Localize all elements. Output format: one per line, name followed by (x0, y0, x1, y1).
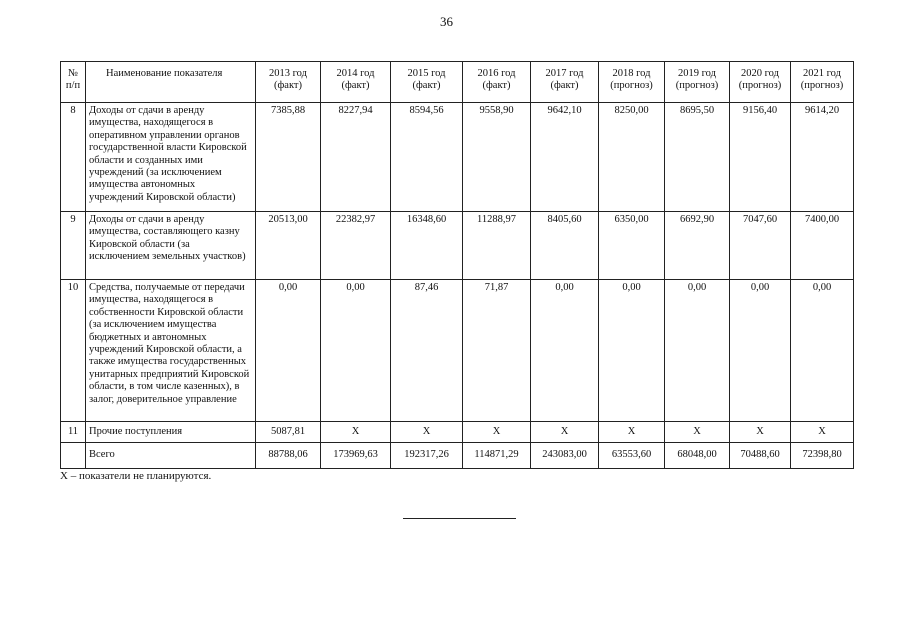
table-row (61, 280, 854, 422)
value-2015: 8594,56 (391, 103, 463, 212)
value-2020: 9156,40 (730, 103, 791, 212)
value-2017: 9642,10 (531, 103, 599, 212)
total-row (61, 443, 854, 469)
value-2020: 70488,60 (730, 443, 791, 469)
value-2016: 71,87 (463, 280, 531, 422)
value-2021: 0,00 (791, 280, 854, 422)
value-2020: X (730, 422, 791, 443)
value-2013: 5087,81 (256, 422, 321, 443)
row-number (61, 443, 86, 469)
value-2020: 7047,60 (730, 212, 791, 280)
value-2017: 243083,00 (531, 443, 599, 469)
revenue-table (60, 61, 854, 469)
value-2021: 7400,00 (791, 212, 854, 280)
value-2018: 63553,60 (599, 443, 665, 469)
value-2017: X (531, 422, 599, 443)
row-number: 10 (61, 280, 86, 422)
value-2019: 8695,50 (665, 103, 730, 212)
col-header-2017: 2017 год (факт) (531, 62, 599, 103)
table-row (61, 212, 854, 280)
value-2015: X (391, 422, 463, 443)
value-2019: 0,00 (665, 280, 730, 422)
col-header-2019: 2019 год (прогноз) (665, 62, 730, 103)
value-2020: 0,00 (730, 280, 791, 422)
value-2013: 88788,06 (256, 443, 321, 469)
value-2014: 8227,94 (321, 103, 391, 212)
value-2019: 68048,00 (665, 443, 730, 469)
value-2016: 114871,29 (463, 443, 531, 469)
value-2021: 9614,20 (791, 103, 854, 212)
value-2013: 0,00 (256, 280, 321, 422)
value-2018: 8250,00 (599, 103, 665, 212)
indicator-name: Всего (86, 443, 256, 469)
table-row (61, 422, 854, 443)
value-2013: 7385,88 (256, 103, 321, 212)
value-2014: 173969,63 (321, 443, 391, 469)
col-header-2018: 2018 год (прогноз) (599, 62, 665, 103)
col-header-2020: 2020 год (прогноз) (730, 62, 791, 103)
closing-rule (403, 518, 516, 519)
col-header-2014: 2014 год (факт) (321, 62, 391, 103)
indicator-name: Доходы от сдачи в аренду имущества, составляющего казну Кировской области (за исключением земельных участков) (86, 212, 256, 280)
col-header-2016: 2016 год (факт) (463, 62, 531, 103)
value-2017: 8405,60 (531, 212, 599, 280)
indicator-name: Средства, получаемые от передачи имущества, находящегося в собственности Кировской области (за исключением имущества бюджетных и автономных учреждений Кировской области, а также имущества государственных унитарных предприятий Кировской области, в том числе казенных), в залог, доверительное управление (86, 280, 256, 422)
table-row (61, 103, 854, 212)
value-2013: 20513,00 (256, 212, 321, 280)
value-2017: 0,00 (531, 280, 599, 422)
value-2018: 0,00 (599, 280, 665, 422)
col-header-2021: 2021 год (прогноз) (791, 62, 854, 103)
row-number: 11 (61, 422, 86, 443)
value-2015: 87,46 (391, 280, 463, 422)
page-number: 36 (440, 14, 453, 29)
value-2018: 6350,00 (599, 212, 665, 280)
value-2021: X (791, 422, 854, 443)
col-header-2013: 2013 год (факт) (256, 62, 321, 103)
col-header-num: № п/п (61, 62, 86, 103)
value-2014: X (321, 422, 391, 443)
value-2015: 192317,26 (391, 443, 463, 469)
value-2019: 6692,90 (665, 212, 730, 280)
value-2016: X (463, 422, 531, 443)
indicator-name: Прочие поступления (86, 422, 256, 443)
value-2016: 11288,97 (463, 212, 531, 280)
row-number: 9 (61, 212, 86, 280)
indicator-name: Доходы от сдачи в аренду имущества, находящегося в оперативном управлении органов государственной власти Кировской области и созданных ими учреждений (за исключением имущества автономных учреждений Кировской области) (86, 103, 256, 212)
value-2014: 22382,97 (321, 212, 391, 280)
value-2014: 0,00 (321, 280, 391, 422)
footnote: X – показатели не планируются. (60, 470, 212, 482)
value-2018: X (599, 422, 665, 443)
value-2016: 9558,90 (463, 103, 531, 212)
value-2019: X (665, 422, 730, 443)
value-2021: 72398,80 (791, 443, 854, 469)
col-header-name: Наименование показателя (86, 62, 256, 103)
header-row (61, 62, 854, 103)
row-number: 8 (61, 103, 86, 212)
col-header-2015: 2015 год (факт) (391, 62, 463, 103)
value-2015: 16348,60 (391, 212, 463, 280)
